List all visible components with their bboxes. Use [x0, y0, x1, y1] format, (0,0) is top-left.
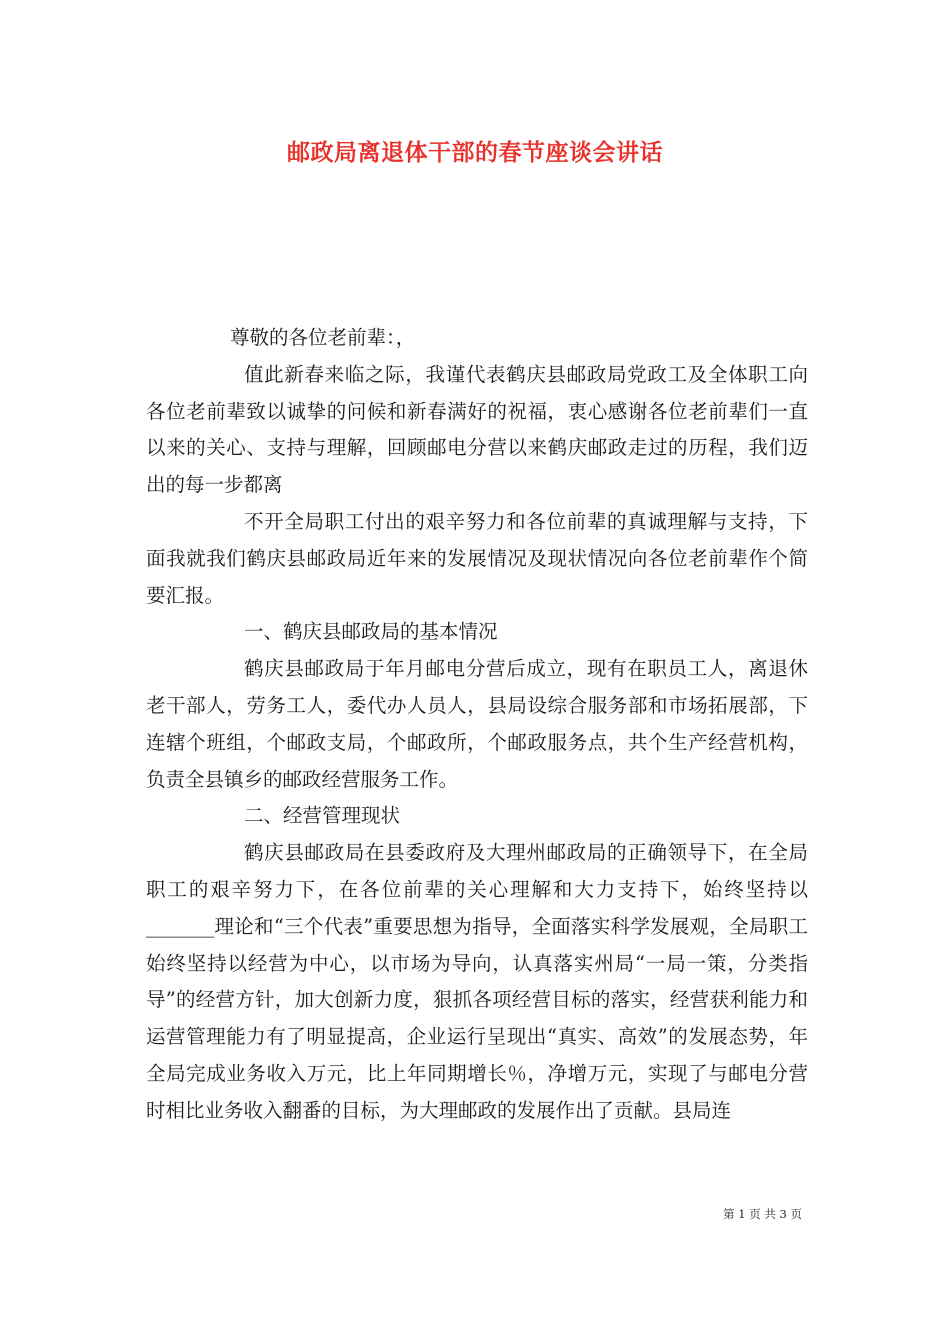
paragraph-management: 鹤庆县邮政局在县委政府及大理州邮政局的正确领导下，在全局职工的艰辛努力下，在各位前辈的关心理解和大力支持下，始终坚持以_______理论和“三个代表”重要思想为指导，全面落实科学发展观，全局职工始终坚持以经营为中心，以市场为导向，认真落实州局“一局一策，分类指导”的经营方针，加大创新力度，狠抓各项经营目标的落实，经营获利能力和运营管理能力有了明显提高，企业运行呈现出“真实、高效”的发展态势，年全局完成业务收入万元，比上年同期增长％，净增万元，实现了与邮电分营时相比业务收入翻番的目标，为大理邮政的发展作出了贡献。县局连	[146, 841, 808, 1122]
page-number-footer: 第 1 页 共 3 页	[723, 1207, 802, 1221]
paragraph-report-intro: 不开全局职工付出的艰辛努力和各位前辈的真诚理解与支持，下面我就我们鹤庆县邮政局近年来的发展情况及现状情况向各位老前辈作个简要汇报。	[146, 509, 808, 607]
section-heading-basic-info: 一、鹤庆县邮政局的基本情况	[244, 620, 498, 644]
paragraph-basic-info: 鹤庆县邮政局于年月邮电分营后成立，现有在职员工人，离退休老干部人，劳务工人，委代办人员人，县局设综合服务部和市场拓展部，下连辖个班组，个邮政支局，个邮政所，个邮政服务点，共个生产经营机构，负责全县镇乡的邮政经营服务工作。	[146, 657, 808, 791]
salutation: 尊敬的各位老前辈：，	[230, 326, 416, 349]
section-heading-management: 二、经营管理现状	[244, 804, 401, 828]
paragraph-greeting: 值此新春来临之际，我谨代表鹤庆县邮政局党政工及全体职工向各位老前辈致以诚挚的问候和新春满好的祝福，衷心感谢各位老前辈们一直以来的关心、支持与理解，回顾邮电分营以来鹤庆邮政走过的历程，我们迈出的每一步都离	[146, 362, 808, 497]
document-body	[146, 320, 808, 1130]
document-title: 邮政局离退体干部的春节座谈会讲话	[287, 139, 663, 166]
